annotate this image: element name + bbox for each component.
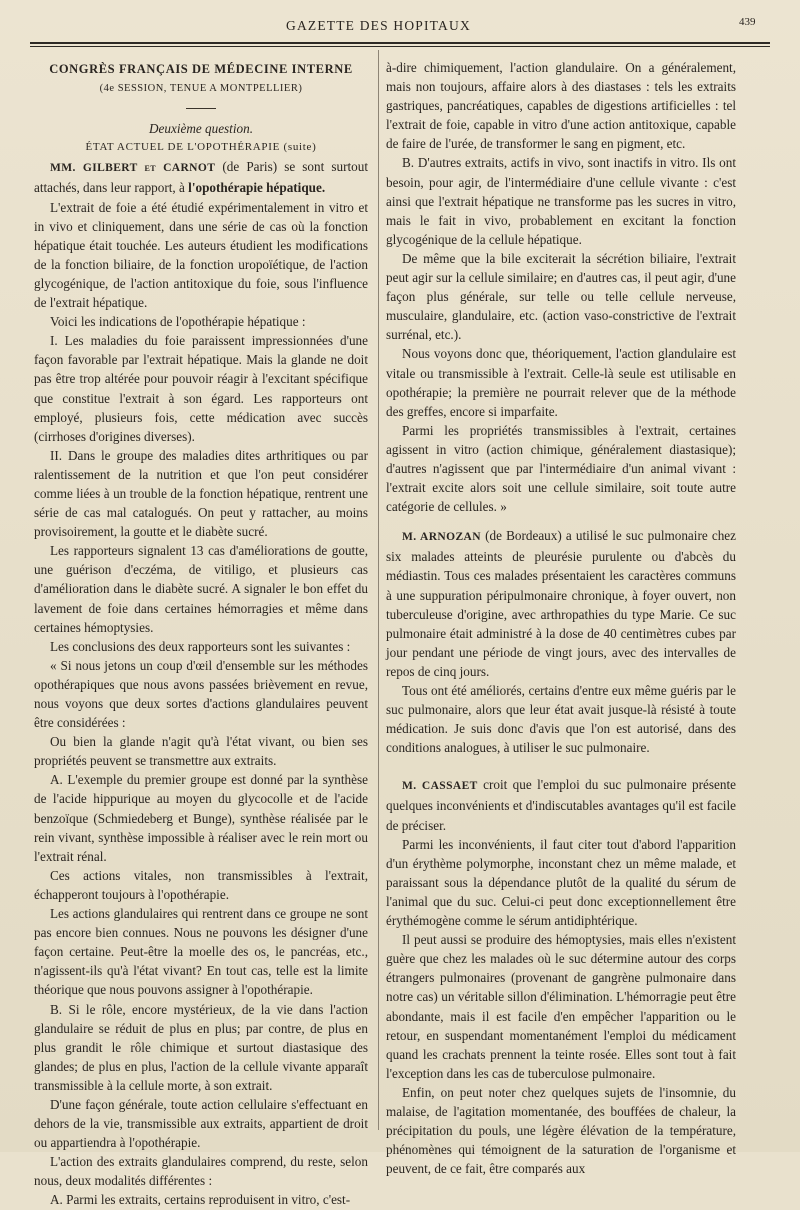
article-subtitle: (4e SESSION, TENUE A MONTPELLIER) bbox=[99, 83, 303, 95]
paragraph: Tous ont été améliorés, certains d'entre eux même guéris par le suc pulmonaire, alors que leur état avait jusque-là résisté à toute médication. Je suis donc d'avis que l'on est autorisé, dans des conditions analogues, à utiliser le suc pulmonaire. bbox=[386, 683, 736, 756]
paragraph: D'une façon générale, toute action cellulaire s'effectuant en dehors de la vie, transmissible aux extraits, appartient de droit ou appartiendra à l'opothérapie. bbox=[34, 1096, 368, 1151]
left-column bbox=[34, 60, 368, 1210]
title-divider bbox=[186, 108, 216, 109]
paragraph: Ou bien la glande n'agit qu'à l'état vivant, ou bien ses propriétés peuvent se transmettre aux extraits. bbox=[34, 734, 368, 769]
section-heading: ÉTAT ACTUEL DE L'OPOTHÉRAPIE (suite) bbox=[85, 141, 317, 154]
paragraph: II. Dans le groupe des maladies dites arthritiques ou par ralentissement de la nutrition et que l'on peut considérer comme liées à un trouble de la fonction hépatique, rentrent une série de cas mal catalogués. On peut y rattacher, au moins provisoirement, la goutte et le diabète sucré. bbox=[34, 447, 368, 540]
paragraph: De même que la bile exciterait la sécrétion biliaire, l'extrait peut agir sur la cellule similaire; en d'autres cas, il peut agir, d'une façon plus générale, sur telle ou telle cellule nerveuse, musculaire, glandulaire, etc. (action vaso-constrictive de l'extrait surrénal, etc.). bbox=[386, 250, 736, 343]
paragraph: Il peut aussi se produire des hémoptysies, mais elles n'existent guère que chez les malades où le suc détermine autour des corps étrangers pulmonaires (provenant de gangrène pulmonaire dans notre cas) un véritable sillon d'élimination. L'hémorragie peut être abondante, mais il est facile d'en empêcher l'apparition ou le retour, en suspendant momentanément l'emploi du médicament quand les crachats prennent la teinte rosée. Elles sont tout à fait l'exception dans les cas de tuberculose pulmonaire. bbox=[386, 932, 736, 1081]
paragraph: « Si nous jetons un coup d'œil d'ensemble sur les méthodes opothérapiques que nous avons passées brièvement en revue, nous voyons que deux sortes d'actions glandulaires peuvent être considérées : bbox=[34, 657, 368, 731]
journal-title: GAZETTE DES HOPITAUX bbox=[286, 18, 471, 33]
paragraph: à-dire chimiquement, l'action glandulaire. On a généralement, mais non toujours, affaire alors à des diastases : tels les extraits gastriques, pancréatiques, capables de digestions artificielles : tel l'extrait de foie, capable in vitro d'une action antitoxique, capable de faire de l'urée, de transformer le sang en pigment, etc. bbox=[386, 60, 736, 152]
paragraph: Les actions glandulaires qui rentrent dans ce groupe ne sont pas encore bien connues. Nous ne pouvons les désigner d'une façon certaine. Peut-être la moelle des os, le pancréas, etc., n'agissent-ils qu'à l'état vivant? En tout cas, telle est la limite théorique que nous pouvons assigner à l'opothérapie. bbox=[34, 906, 368, 998]
intro-text: (de Paris) se sont surtout attachés, dans leur rapport, à bbox=[34, 159, 368, 196]
paragraph: Parmi les propriétés transmissibles à l'extrait, certaines agissent in vitro (action chimique, généralement diastasique); d'autres n'agissent que par l'intermédiaire d'un animal vivant : l'extrait excite alors soit une cellule similaire, soit toute autre catégorie de cellules. » bbox=[386, 422, 736, 515]
paragraph: Ces actions vitales, non transmissibles à l'extrait, échapperont toujours à l'opothérapie. bbox=[34, 867, 368, 902]
article-title: CONGRÈS FRANÇAIS DE MÉDECINE INTERNE bbox=[49, 62, 353, 76]
cassaet-author: M. CASSAET bbox=[402, 780, 478, 793]
paragraph: Voici les indications de l'opothérapie hépatique : bbox=[50, 314, 306, 330]
arnozan-author: M. ARNOZAN bbox=[402, 531, 481, 544]
paragraph: Les rapporteurs signalent 13 cas d'améliorations de goutte, une guérison d'eczéma, de vitiligo, et plusieurs cas d'amélioration dans le diabète sucré. A signaler le bon effet du lavement de foie dans certaines hémorragies et même dans certaines hémoptysies. bbox=[34, 543, 368, 635]
arnozan-text: (de Bordeaux) a utilisé le suc pulmonaire chez six malades atteints de pleurésie purulente ou d'abcès du médiastin. Tous ces malades présentaient les caractères communs à une suppuration péripulmonaire chronique, à foyer ouvert, non tuberculeuse d'origine, avec arthropathies du type Marie. Ce suc pulmonaire était administré à la dose de 40 centimètres cubes par jour pendant une période de vingt jours, avec des intervalles de repos de cinq jours. bbox=[386, 528, 736, 679]
section-spacer bbox=[386, 516, 736, 526]
paragraph: B. Si le rôle, encore mystérieux, de la vie dans l'action glandulaire se réduit de plus en plus; par contre, de plus en plus grandit le rôle chimique et surtout diastasique des glandes; de plus en plus, l'action de la cellule vivante apparaît transmissible à la cellule morte, à son extrait. bbox=[34, 1001, 368, 1093]
paragraph: A. L'exemple du premier groupe est donné par la synthèse de l'acide hippurique au moyen du glycocolle et de l'acide benzoïque (Schmiedeberg et Bunge), synthèse réalisée par le rein vivant, synthèse impossible à réaliser avec le rein mort ou l'extrait rénal. bbox=[34, 772, 368, 864]
header-rule-thick bbox=[30, 42, 770, 44]
paragraph: A. Parmi les extraits, certains reproduisent in vitro, c'est- bbox=[50, 1192, 351, 1208]
paragraph: Enfin, on peut noter chez quelques sujets de l'insomnie, du malaise, de l'agitation momentanée, des bouffées de chaleur, la précipitation du pouls, une légère élévation de la température, phénomènes qui témoignent de la saturation de l'organisme et peuvent, de ce fait, être comparés aux bbox=[386, 1084, 736, 1177]
paragraph: Nous voyons donc que, théoriquement, l'action glandulaire est vitale ou transmissible à l'extrait. Celle-là seule est utilisable en opothérapie; la première ne pourrait relever que de la méthode des greffes, encore si imparfaite. bbox=[386, 346, 736, 419]
paragraph: B. D'autres extraits, actifs in vivo, sont inactifs in vitro. Ils ont besoin, pour agir, de l'intermédiaire d'une cellule vivante : c'est ainsi que l'extrait hépatique ne transforme pas les sucres in vitro, mais le fait in vivo, probablement en excitant la fonction glycogénique de la cellule hépatique. bbox=[386, 155, 736, 247]
page-number: 439 bbox=[739, 16, 756, 28]
header-rule-thin bbox=[30, 46, 770, 47]
paragraph: Les conclusions des deux rapporteurs sont les suivantes : bbox=[50, 638, 351, 654]
page-header bbox=[0, 14, 800, 36]
right-column bbox=[386, 58, 736, 1178]
paragraph: I. Les maladies du foie paraissent impressionnées d'une façon favorable par l'extrait hépatique. Mais la glande ne doit pas être trop altérée pour pouvoir réagir à l'excitant spécifique que constitue l'extrait à son égard. Les rapporteurs ont employé, plusieurs fois, cette médication avec succès (cirrhoses d'origines diverses). bbox=[34, 333, 368, 444]
cassaet-text: croit que l'emploi du suc pulmonaire présente quelques inconvénients et d'indiscutables avantages qu'il est facile de préciser. bbox=[386, 777, 736, 833]
intro-paragraph bbox=[34, 157, 368, 197]
column-separator bbox=[378, 50, 379, 1130]
paragraph: Parmi les inconvénients, il faut citer tout d'abord l'apparition d'un érythème polymorphe, inconstant chez un même malade, et paraissant sous la dépendance plutôt de la qualité du sérum de l'animal que du suc. Celui-ci peut donc exceptionnellement être érythémogène comme le sérum antidiphtérique. bbox=[386, 836, 736, 929]
paragraph: L'action des extraits glandulaires comprend, du reste, selon nous, deux modalités différentes : bbox=[34, 1154, 368, 1189]
section-spacer bbox=[386, 757, 736, 775]
cassaet-paragraph bbox=[386, 775, 736, 834]
intro-bold-text: l'opothérapie hépatique. bbox=[188, 180, 326, 196]
paragraph: L'extrait de foie a été étudié expérimentalement in vitro et in vivo et cliniquement, dans une série de cas où la fonction hépatique était touchée. Les auteurs étudient les modifications de la fonction biliaire, de la fonction uropoïétique, de l'action glycogénique, de l'action antitoxique du foie, sous l'influence de l'extrait hépatique. bbox=[34, 199, 368, 311]
question-heading: Deuxième question. bbox=[149, 121, 253, 137]
intro-authors: MM. GILBERT et CARNOT bbox=[50, 162, 216, 175]
arnozan-paragraph bbox=[386, 526, 736, 681]
